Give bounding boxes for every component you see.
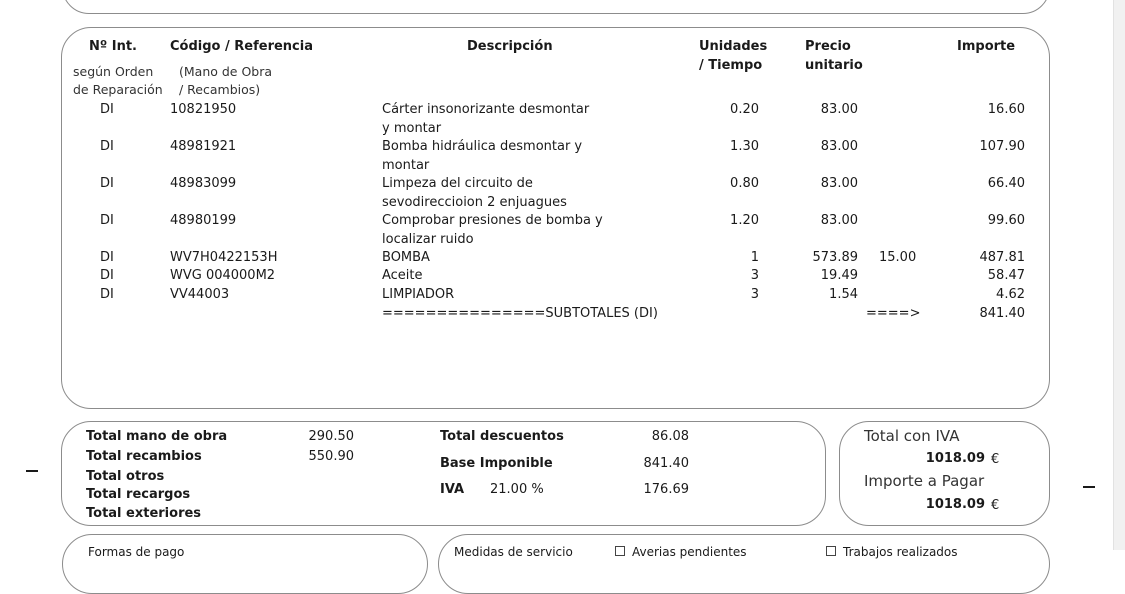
row-unit-price: 83.00	[820, 102, 858, 117]
subtotal-label: ===============SUBTOTALES (DI)	[382, 306, 658, 321]
service-measures-label: Medidas de servicio	[454, 545, 573, 559]
row-units: 1.30	[730, 139, 759, 154]
row-int: DI	[100, 287, 114, 302]
right-dash-mark	[1083, 486, 1095, 488]
left-dash-mark	[26, 470, 38, 472]
row-description-cont: montar	[382, 158, 430, 173]
pending-faults-label: Averias pendientes	[632, 545, 747, 559]
row-description: Comprobar presiones de bomba y	[382, 213, 603, 228]
surcharges-total-label: Total recargos	[86, 487, 191, 502]
row-code: 48983099	[170, 176, 237, 191]
vat-rate: 21.00 %	[490, 482, 544, 497]
row-int: DI	[100, 250, 114, 265]
row-code: WVG 004000M2	[170, 268, 276, 283]
row-units: 1.20	[730, 213, 759, 228]
header-units: Unidades	[699, 39, 768, 54]
discounts-total-label: Total descuentos	[440, 429, 564, 444]
row-units: 0.80	[730, 176, 759, 191]
external-total-label: Total exteriores	[86, 506, 202, 521]
amount-to-pay-value: 1018.09	[925, 497, 985, 512]
page-edge	[1113, 0, 1125, 550]
header-num: Nº Int.	[89, 39, 137, 54]
subtotal-arrow: ====>	[866, 306, 921, 321]
row-units: 1	[750, 250, 759, 265]
total-with-vat-value: 1018.09	[925, 451, 985, 466]
row-int: DI	[100, 102, 114, 117]
row-int: DI	[100, 176, 114, 191]
row-code: 48981921	[170, 139, 237, 154]
row-description: Bomba hidráulica desmontar y	[382, 139, 583, 154]
row-unit-price: 573.89	[812, 250, 858, 265]
total-with-vat-label: Total con IVA	[864, 427, 960, 445]
header-description: Descripción	[467, 39, 553, 54]
row-description: BOMBA	[382, 250, 430, 265]
work-done-checkbox[interactable]	[826, 546, 836, 556]
vat-label: IVA	[440, 482, 465, 497]
top-section-box	[62, 0, 1050, 14]
row-amount: 99.60	[987, 213, 1025, 228]
work-done-label: Trabajos realizados	[843, 545, 958, 559]
row-description: Aceite	[382, 268, 423, 283]
taxable-base-label: Base Imponible	[440, 456, 553, 471]
row-amount: 16.60	[987, 102, 1025, 117]
header-code-sub2: / Recambios)	[179, 82, 261, 97]
labor-total-label: Total mano de obra	[86, 429, 228, 444]
payment-box	[62, 534, 428, 594]
currency-symbol-2: €	[991, 498, 1000, 513]
row-code: 48980199	[170, 213, 237, 228]
parts-total-value: 550.90	[308, 449, 354, 464]
row-amount: 4.62	[996, 287, 1025, 302]
row-unit-price: 83.00	[820, 176, 858, 191]
subtotal-amount: 841.40	[979, 306, 1025, 321]
row-amount: 66.40	[987, 176, 1025, 191]
currency-symbol-1: €	[991, 452, 1000, 467]
vat-value: 176.69	[643, 482, 689, 497]
row-amount: 107.90	[979, 139, 1025, 154]
services-box	[438, 534, 1050, 594]
row-description-cont: localizar ruido	[382, 232, 474, 247]
amount-to-pay-label: Importe a Pagar	[864, 472, 985, 490]
row-units: 3	[750, 268, 759, 283]
header-code: Código / Referencia	[170, 39, 313, 54]
row-unit-price: 1.54	[829, 287, 858, 302]
discounts-total-value: 86.08	[651, 429, 689, 444]
header-units-sub: / Tiempo	[699, 58, 763, 73]
header-price-sub: unitario	[805, 58, 863, 73]
taxable-base-value: 841.40	[643, 456, 689, 471]
row-code: 10821950	[170, 102, 237, 117]
row-unit-price: 83.00	[820, 213, 858, 228]
row-description-cont: sevodireccioion 2 enjuagues	[382, 195, 567, 210]
row-description-cont: y montar	[382, 121, 442, 136]
header-price: Precio	[805, 39, 851, 54]
row-unit-price: 19.49	[820, 268, 858, 283]
header-amount: Importe	[957, 39, 1016, 54]
row-int: DI	[100, 139, 114, 154]
header-code-sub1: (Mano de Obra	[179, 64, 273, 79]
row-amount: 58.47	[987, 268, 1025, 283]
row-description: Limpeza del circuito de	[382, 176, 533, 191]
row-int: DI	[100, 268, 114, 283]
row-units: 3	[750, 287, 759, 302]
header-num-sub2: de Reparación	[73, 82, 163, 97]
row-units: 0.20	[730, 102, 759, 117]
parts-total-label: Total recambios	[86, 449, 202, 464]
header-num-sub1: según Orden	[73, 64, 154, 79]
row-description: LIMPIADOR	[382, 287, 455, 302]
others-total-label: Total otros	[86, 469, 165, 484]
row-int: DI	[100, 213, 114, 228]
labor-total-value: 290.50	[308, 429, 354, 444]
row-discount: 15.00	[879, 250, 917, 265]
payment-methods-label: Formas de pago	[88, 545, 185, 559]
row-unit-price: 83.00	[820, 139, 858, 154]
row-code: VV44003	[170, 287, 230, 302]
pending-faults-checkbox[interactable]	[615, 546, 625, 556]
row-description: Cárter insonorizante desmontar	[382, 102, 590, 117]
row-code: WV7H0422153H	[170, 250, 278, 265]
row-amount: 487.81	[979, 250, 1025, 265]
